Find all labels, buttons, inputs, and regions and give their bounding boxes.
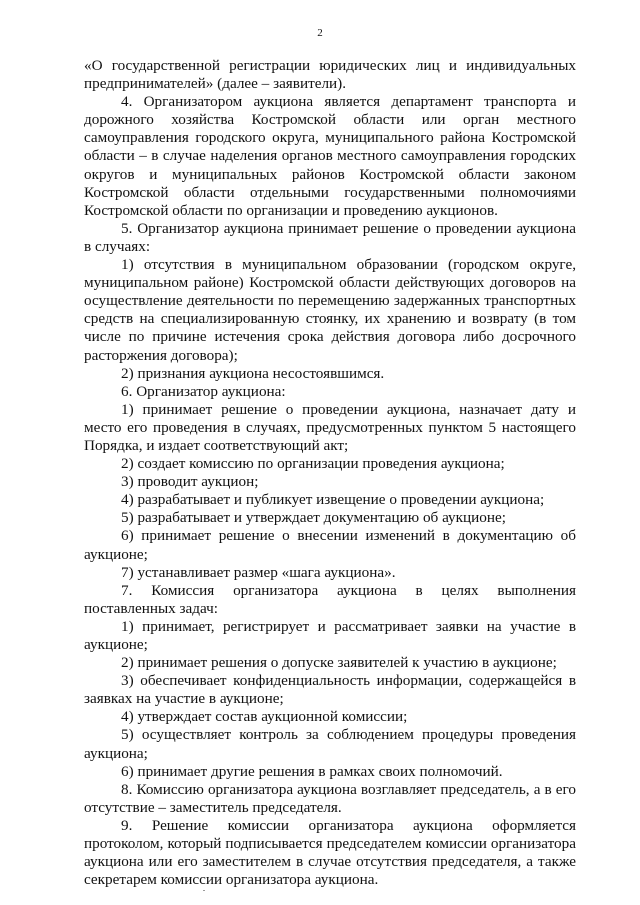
paragraph-7-item-1: 1) принимает, регистрирует и рассматривает заявки на участие в аукционе; [84, 617, 576, 653]
paragraph-continuation: «О государственной регистрации юридических лиц и индивидуальных предпринимателей» (далее – заявители). [84, 57, 576, 93]
paragraph-8: 8. Комиссию организатора аукциона возглавляет председатель, а в его отсутствие – заместитель председателя. [84, 780, 576, 816]
paragraph-6-item-7: 7) устанавливает размер «шага аукциона». [121, 563, 396, 581]
paragraph-7-item-5: 5) осуществляет контроль за соблюдением процедуры проведения аукциона; [84, 726, 576, 762]
paragraph-7-item-3: 3) обеспечивает конфиденциальность информации, содержащейся в заявках на участие в аукционе; [84, 672, 576, 708]
paragraph-6-item-4: 4) разрабатывает и публикует извещение о проведении аукциона; [121, 491, 545, 509]
page-number: 2 [317, 27, 323, 39]
paragraph-5-item-1: 1) отсутствия в муниципальном образовании (городском округе, муниципальном районе) Костромской области действующих договоров на осуществление деятельности по перемещению задержанных транспортных средств на специализированную стоянку, их хранению и возврату (в том числе по причине истечения срока действия договора либо досрочного расторжения договора); [84, 256, 576, 364]
paragraph-5: 5. Организатор аукциона принимает решение о проведении аукциона в случаях: [84, 219, 576, 255]
paragraph-9: 9. Решение комиссии организатора аукциона оформляется протоколом, который подписывается председателем комиссии организатора аукциона или его заместителем в случае отсутствия председателя, а также секретарем комиссии организатора аукциона. [84, 816, 576, 889]
paragraph-6-item-5: 5) разрабатывает и утверждает документацию об аукционе; [121, 509, 506, 527]
paragraph-7-item-2: 2) принимает решения о допуске заявителей к участию в аукционе; [121, 654, 557, 672]
paragraph-7-item-6: 6) принимает другие решения в рамках своих полномочий. [121, 762, 503, 780]
document-body [84, 57, 576, 889]
paragraph-7: 7. Комиссия организатора аукциона в целях выполнения поставленных задач: [84, 581, 576, 617]
paragraph-6-item-6: 6) принимает решение о внесении изменений в документацию об аукционе; [84, 527, 576, 563]
paragraph-4: 4. Организатором аукциона является департамент транспорта и дорожного хозяйства Костромской области или орган местного самоуправления городского округа, муниципального района Костромской области – в случае наделения органов местного самоуправления городских округов и муниципальных районов Костромской области законом Костромской области отдельными государственными полномочиями Костромской области по организации и проведению аукционов. [84, 93, 576, 219]
paragraph-6-item-3: 3) проводит аукцион; [121, 473, 259, 491]
paragraph-6-item-1: 1) принимает решение о проведении аукциона, назначает дату и место его проведения в случаях, предусмотренных пунктом 5 настоящего Порядка, и издает соответствующий акт; [84, 400, 576, 454]
scan-speck [203, 890, 205, 891]
paragraph-5-item-2: 2) признания аукциона несостоявшимся. [121, 364, 385, 382]
paragraph-7-item-4: 4) утверждает состав аукционной комиссии; [121, 708, 408, 726]
paragraph-6-item-2: 2) создает комиссию по организации проведения аукциона; [121, 455, 505, 473]
paragraph-6: 6. Организатор аукциона: [121, 382, 286, 400]
